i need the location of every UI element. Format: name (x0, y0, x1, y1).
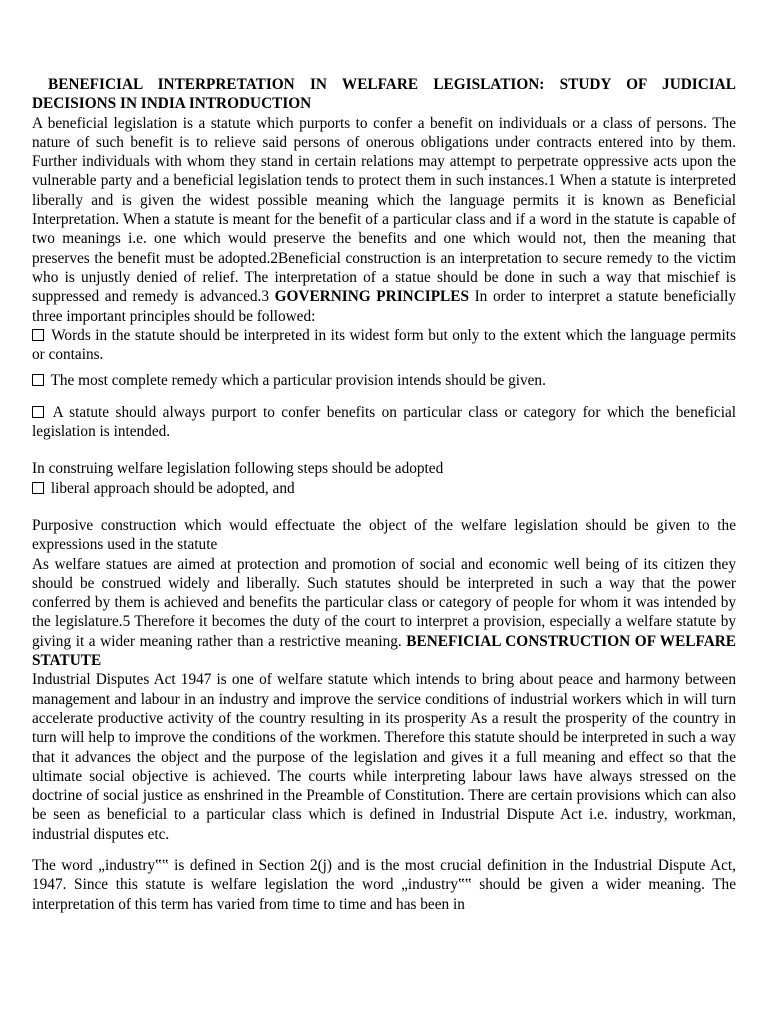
step-item (32, 479, 736, 498)
principle-item-2 (32, 371, 736, 390)
industry-definition-paragraph: The word „industry‟‟ is defined in Section 2(j) and is the most crucial definition in the Industrial Dispute Act, 1947. Since this statute is welfare legislation the word „industry‟‟ should be given a wider meaning. The interpretation of this term has varied from time to time and has been in (32, 856, 736, 913)
welfare-text: As welfare statues are aimed at protection and promotion of social and economic well being of its citizen they should be construed widely and liberally. Such statutes should be interpreted in such a way that the power conferred by them is achieved and benefits the particular class or category of people for whom it was intended by the legislature.5 Therefore it becomes the duty of the court to interpret a provision, especially a welfare statute by giving it a wider meaning rather than a restrictive meaning. (32, 555, 736, 650)
intro-text: A beneficial legislation is a statute which purports to confer a benefit on individuals or a class of persons. The nature of such benefit is to relieve said persons of onerous obligations under contracts entered into by them. Further individuals with whom they stand in certain relations may attempt to perpetrate oppressive acts upon the vulnerable party and a beneficial legislation tends to protect them in such instances.1 When a statute is interpreted liberally and is given the widest possible meaning which the language permits it is known as Beneficial Interpretation. When a statute is meant for the benefit of a particular class and if a word in the statute is capable of two meanings i.e. one which would preserve the benefits and one which would not, then the meaning that preserves the benefit must be adopted.2Beneficial construction is an interpretation to secure remedy to the victim who is unjustly denied of relief. The interpretation of a statue should be done in such a way that mischief is suppressed and remedy is advanced.3 (32, 114, 736, 306)
principle-text-3: A statute should always purport to confer benefits on particular class or category for which the beneficial legislation is intended. (32, 403, 736, 441)
box-bullet-icon (32, 406, 44, 418)
beneficial-construction-heading: BENEFICIAL CONSTRUCTION OF WELFARE STATUTE (32, 632, 736, 670)
intro-paragraph (32, 114, 736, 326)
document-title: BENEFICIAL INTERPRETATION IN WELFARE LEGISLATION: STUDY OF JUDICIAL DECISIONS IN INDIA INTRODUCTION (32, 76, 736, 113)
governing-principles-text: In order to interpret a statute beneficially three important principles should be followed: (32, 288, 736, 325)
box-bullet-icon (32, 329, 44, 341)
box-bullet-icon (32, 482, 44, 494)
principle-item-3 (32, 403, 736, 442)
governing-principles-heading: GOVERNING PRINCIPLES (274, 288, 469, 306)
welfare-paragraph (32, 555, 736, 671)
step-item-text: liberal approach should be adopted, and (50, 479, 295, 497)
steps-intro: In construing welfare legislation following steps should be adopted (32, 460, 444, 478)
industrial-disputes-paragraph: Industrial Disputes Act 1947 is one of welfare statute which intends to bring about peace and harmony between management and labour in an industry and improve the service conditions of industrial workers which in will turn accelerate productive activity of the country resulting in its prosperity As a result the prosperity of the country in turn will help to improve the conditions of the workmen. Therefore this statute should be interpreted in such a way that it advances the object and the purpose of the legislation and gives it a full meaning and effect so that the ultimate social objective is achieved. The courts while interpreting labour laws have always stressed on the doctrine of social justice as enshrined in the Preamble of Constitution. There are certain provisions which can also be seen as beneficial to a particular class which is defined in Industrial Dispute Act i.e. industry, workman, industrial disputes etc. (32, 671, 736, 843)
document-page (32, 75, 736, 914)
principle-text-2: The most complete remedy which a particular provision intends should be given. (50, 372, 546, 390)
principle-text-1: Words in the statute should be interpreted in its widest form but only to the extent which the language permits or contains. (32, 326, 736, 364)
box-bullet-icon (32, 374, 44, 386)
purposive-paragraph: Purposive construction which would effectuate the object of the welfare legislation should be given to the expressions used in the statute (32, 516, 736, 554)
principle-item-1 (32, 326, 736, 365)
